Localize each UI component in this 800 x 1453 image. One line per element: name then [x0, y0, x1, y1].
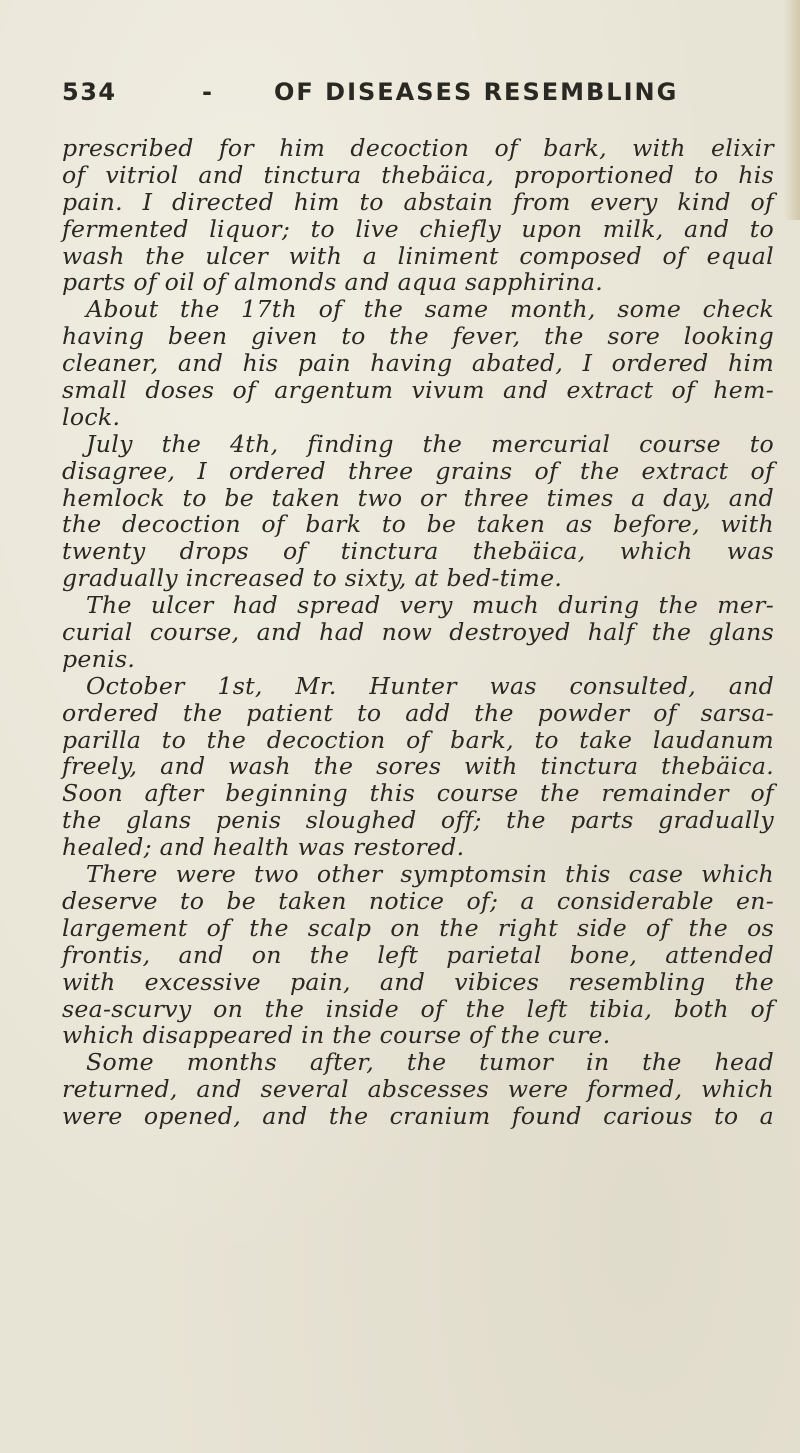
- text-line: small doses of argentum vivum and extract of hem-: [62, 376, 774, 405]
- page-edge-shadow: [784, 0, 800, 220]
- text-line: About the 17th of the same month, some check: [86, 295, 774, 324]
- text-line: deserve to be taken notice of; a considerable en-: [62, 886, 774, 915]
- text-line: pain. I directed him to abstain from every kind of: [62, 187, 774, 216]
- text-line: gradually increased to sixty, at bed-time.: [62, 564, 563, 593]
- running-head: OF DISEASES RESEMBLING: [274, 78, 679, 106]
- text-line: Some months after, the tumor in the head: [86, 1048, 774, 1077]
- text-line: returned, and several abscesses were formed, which: [62, 1075, 774, 1104]
- text-line: lock.: [62, 402, 121, 431]
- text-line: curial course, and had now destroyed half the glans: [62, 618, 774, 647]
- text-line: The ulcer had spread very much during the mer-: [86, 591, 774, 620]
- text-line: healed; and health was restored.: [62, 833, 465, 862]
- text-line: freely, and wash the sores with tinctura thebäica.: [62, 752, 774, 781]
- text-line: prescribed for him decoction of bark, with elixir: [62, 134, 774, 162]
- text-line: There were two other symptomsin this case which: [86, 860, 774, 889]
- text-line: which disappeared in the course of the cure.: [62, 1021, 611, 1050]
- text-line: sea-scurvy on the inside of the left tibia, both of: [62, 994, 774, 1023]
- text-line: largement of the scalp on the right side of the os: [62, 913, 774, 942]
- text-line: Soon after beginning this course the remainder of: [62, 779, 774, 808]
- text-line: fermented liquor; to live chiefly upon milk, and to: [62, 214, 774, 243]
- text-line: October 1st, Mr. Hunter was consulted, and: [86, 671, 774, 700]
- text-line: were opened, and the cranium found carious to a: [62, 1102, 774, 1131]
- text-line: the glans penis sloughed off; the parts gradually: [62, 806, 774, 835]
- text-line: July the 4th, finding the mercurial course to: [86, 429, 774, 458]
- text-line: ordered the patient to add the powder of sarsa-: [62, 698, 774, 727]
- text-line: with excessive pain, and vibices resembling the: [62, 967, 774, 996]
- text-line: parts of oil of almonds and aqua sapphirina.: [62, 268, 604, 297]
- page-number: 534: [62, 78, 117, 106]
- text-line: the decoction of bark to be taken as before, with: [62, 510, 774, 539]
- text-line: having been given to the fever, the sore looking: [62, 322, 774, 351]
- text-line: frontis, and on the left parietal bone, attended: [62, 940, 774, 969]
- body-text: [62, 135, 774, 1130]
- header-dash: -: [202, 78, 214, 106]
- text-line: parilla to the decoction of bark, to take laudanum: [62, 725, 774, 754]
- text-line: twenty drops of tinctura thebäica, which was: [62, 537, 774, 566]
- text-line: cleaner, and his pain having abated, I ordered him: [62, 349, 774, 378]
- text-line: disagree, I ordered three grains of the extract of: [62, 456, 774, 485]
- text-line: hemlock to be taken two or three times a day, and: [62, 483, 774, 512]
- page-header: [62, 78, 762, 118]
- text-line: wash the ulcer with a liniment composed of equal: [62, 241, 774, 270]
- text-line: of vitriol and tinctura thebäica, proportioned to his: [62, 160, 774, 189]
- text-line: penis.: [62, 644, 136, 673]
